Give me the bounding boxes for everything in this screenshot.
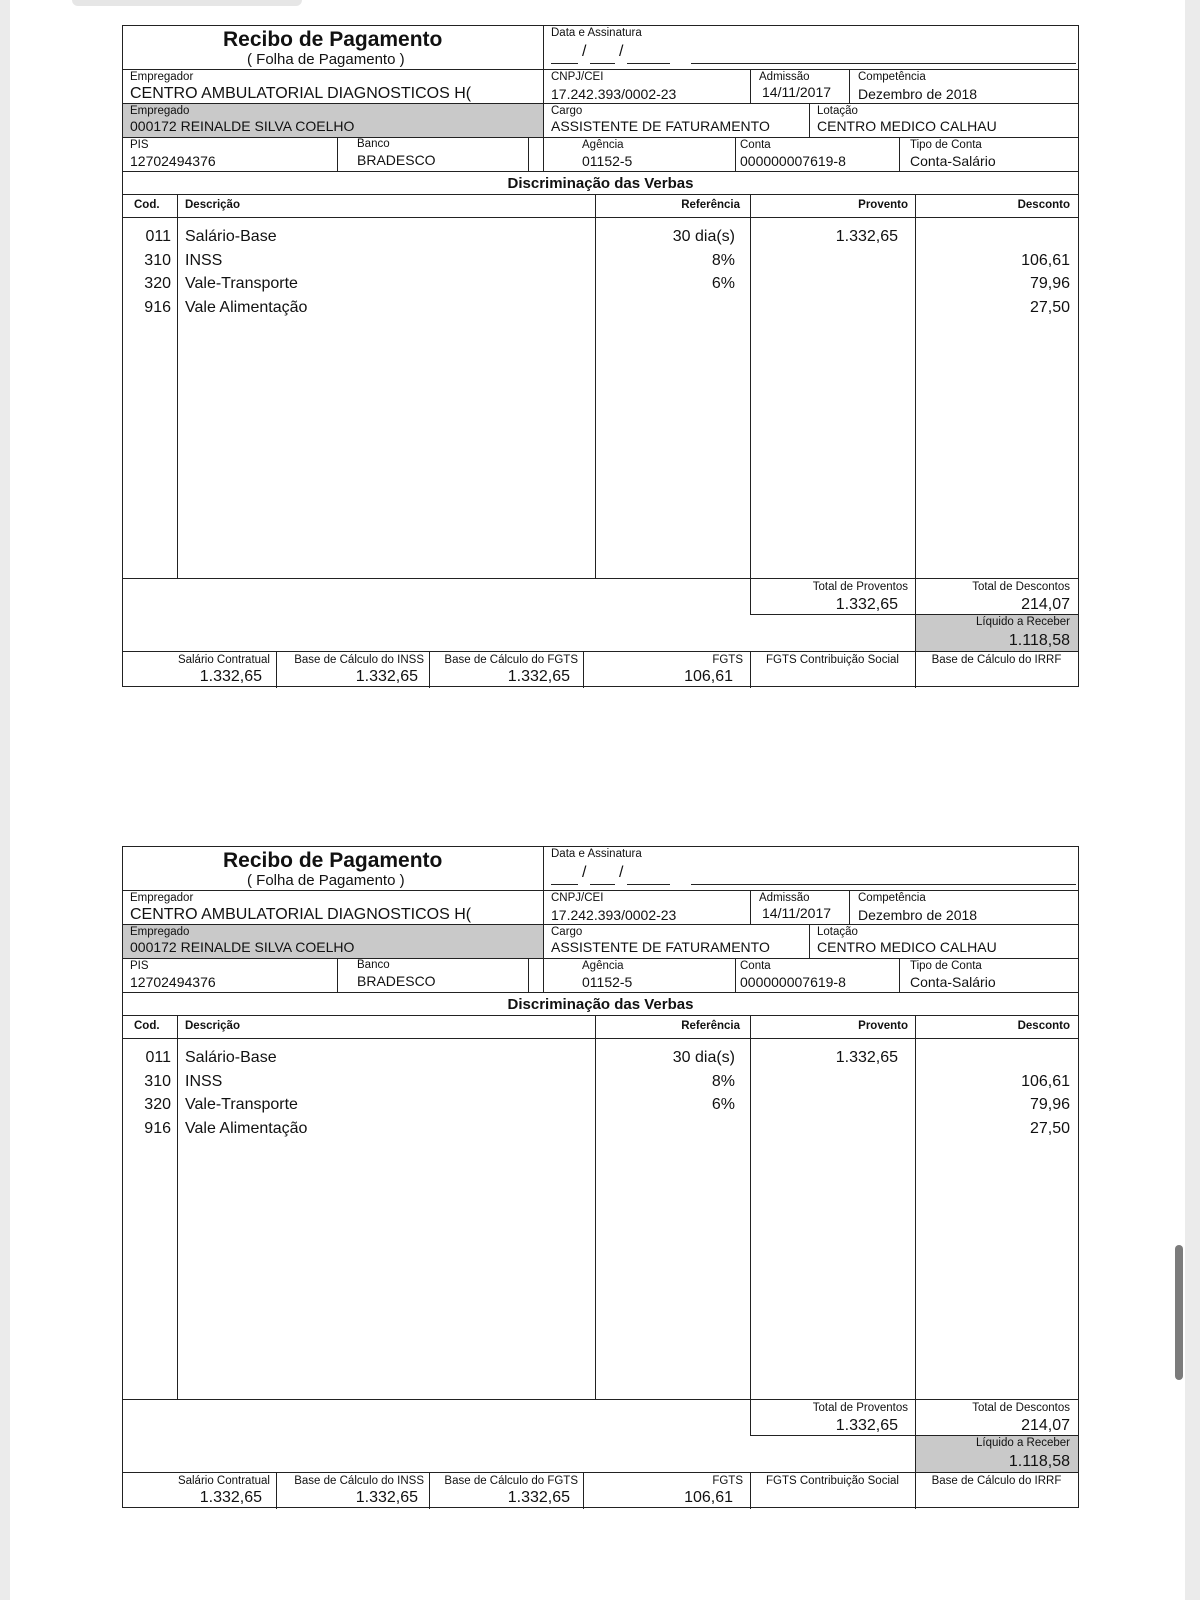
payslip-receipt-1: Recibo de Pagamento ( Folha de Pagamento ) Data e Assinatura / / Empregador CENTRO AMBULATORIAL DIAGNOSTICOS H( CNPJ/CEI 17.242.393/0002-23 Admissão 14/11/2017 Competência Dezembro de 2018 Empregado 000172 REINALDE SILVA COELHO Cargo ASSISTENTE DE FATURAMENTO Lotação CENTRO MEDICO CALHAU PIS 12702494376 Banco BRADESCO Agência 01152-5 Conta 000000007619-8 Tipo de Conta Conta-Salário Discriminação das Verbas Cod. Descrição Referência Provento Desconto 011 Salário-Base 30 dia(s) 1.332,65 310 INSS 8% 106,61 320 Vale-Transporte 6% 79,96 916 Vale Alimentação 27,50 Total de Proventos 1.332,65 Total de Descontos 214,07 Líquido a Receber 1.118,58 Salário Contratual 1.332,65 Base de Cálculo do INSS 1.332,65 Base de Cálculo do FGTS 1.332,65 FGTS 106,61 FGTS Contribuição Social Base de Cálculo do IRRF — [122, 25, 1079, 687]
item-description: Vale Alimentação — [185, 299, 308, 317]
employee-name: 000172 REINALDE SILVA COELHO — [130, 118, 355, 134]
account-type-value: Conta-Salário — [910, 974, 996, 990]
col-reference: Referência — [681, 199, 740, 211]
item-deduction: 79,96 — [1029, 1096, 1070, 1114]
item-deduction: 79,96 — [1029, 275, 1070, 293]
inss-base-value: 1.332,65 — [355, 1489, 418, 1506]
col-description: Descrição — [185, 199, 240, 211]
admission-date: 14/11/2017 — [762, 84, 832, 100]
employer-label: Empregador — [130, 71, 194, 83]
page-top-shadow — [72, 0, 302, 6]
total-deductions-value: 214,07 — [1021, 1417, 1070, 1434]
total-deductions-label: Total de Descontos — [972, 1402, 1070, 1414]
pis-value: 12702494376 — [130, 153, 216, 169]
fgts-base-value: 1.332,65 — [507, 668, 570, 685]
location-label: Lotação — [817, 105, 858, 117]
admission-label: Admissão — [759, 71, 810, 83]
bank-value: BRADESCO — [357, 973, 436, 989]
bank-value: BRADESCO — [357, 152, 436, 168]
fgts-social-label: FGTS Contribuição Social — [766, 1475, 899, 1487]
document-page — [10, 0, 1185, 1600]
account-label: Conta — [740, 139, 771, 151]
total-earnings-label: Total de Proventos — [812, 1402, 908, 1414]
fgts-base-label: Base de Cálculo do FGTS — [444, 1475, 578, 1487]
account-value: 000000007619-8 — [740, 153, 846, 169]
receipt-title: Recibo de Pagamento — [223, 849, 443, 872]
cnpj-value: 17.242.393/0002-23 — [551, 907, 677, 923]
net-pay-value: 1.118,58 — [1008, 1453, 1070, 1470]
item-code: 011 — [145, 1049, 171, 1066]
pis-value: 12702494376 — [130, 974, 216, 990]
item-reference: 6% — [711, 1096, 735, 1114]
item-code: 916 — [144, 299, 171, 317]
col-deduction: Desconto — [1017, 1020, 1070, 1032]
period-value: Dezembro de 2018 — [858, 86, 978, 102]
item-description: INSS — [185, 251, 223, 269]
fgts-base-value: 1.332,65 — [507, 1489, 570, 1506]
item-earning: 1.332,65 — [835, 228, 898, 245]
location-value: CENTRO MEDICO CALHAU — [817, 939, 997, 955]
agency-value: 01152-5 — [582, 153, 633, 169]
employee-name: 000172 REINALDE SILVA COELHO — [130, 939, 355, 955]
item-description: Vale-Transporte — [185, 1096, 298, 1114]
salary-value: 1.332,65 — [199, 668, 262, 685]
item-description: Vale Alimentação — [185, 1120, 308, 1138]
inss-base-label: Base de Cálculo do INSS — [294, 654, 424, 666]
pis-label: PIS — [130, 139, 149, 151]
item-code: 916 — [144, 1120, 171, 1138]
item-code: 310 — [144, 1072, 171, 1090]
col-code: Cod. — [134, 199, 160, 211]
irrf-base-label: Base de Cálculo do IRRF — [931, 654, 1062, 666]
fgts-base-label: Base de Cálculo do FGTS — [444, 654, 578, 666]
agency-label: Agência — [582, 960, 624, 972]
agency-value: 01152-5 — [582, 974, 633, 990]
role-label: Cargo — [551, 926, 583, 938]
admission-label: Admissão — [759, 892, 810, 904]
bank-label: Banco — [357, 138, 390, 150]
item-code: 310 — [144, 251, 171, 269]
item-description: INSS — [185, 1072, 223, 1090]
section-title: Discriminação das Verbas — [507, 996, 694, 1013]
receipt-subtitle: ( Folha de Pagamento ) — [247, 872, 405, 889]
account-type-label: Tipo de Conta — [910, 960, 982, 972]
item-code: 320 — [144, 1096, 171, 1114]
bank-label: Banco — [357, 959, 390, 971]
account-value: 000000007619-8 — [740, 974, 846, 990]
employer-label: Empregador — [130, 892, 194, 904]
item-deduction: 106,61 — [1021, 251, 1070, 269]
salary-value: 1.332,65 — [199, 1489, 262, 1506]
col-earning: Provento — [858, 1020, 908, 1032]
section-title: Discriminação das Verbas — [507, 175, 694, 192]
period-value: Dezembro de 2018 — [858, 907, 978, 923]
period-label: Competência — [858, 892, 926, 904]
item-reference: 30 dia(s) — [672, 1049, 735, 1066]
total-deductions-value: 214,07 — [1021, 596, 1070, 613]
fgts-value: 106,61 — [684, 1489, 733, 1506]
location-value: CENTRO MEDICO CALHAU — [817, 118, 997, 134]
employer-name: CENTRO AMBULATORIAL DIAGNOSTICOS H( — [130, 85, 472, 102]
net-pay-label: Líquido a Receber — [976, 1437, 1070, 1449]
item-description: Salário-Base — [185, 1049, 277, 1066]
account-type-label: Tipo de Conta — [910, 139, 982, 151]
col-deduction: Desconto — [1017, 199, 1070, 211]
signature-line — [691, 63, 1076, 64]
fgts-value: 106,61 — [684, 668, 733, 685]
salary-label: Salário Contratual — [177, 654, 270, 666]
salary-label: Salário Contratual — [177, 1475, 270, 1487]
location-label: Lotação — [817, 926, 858, 938]
signature-label: Data e Assinatura — [551, 27, 642, 39]
item-reference: 6% — [711, 275, 735, 293]
agency-label: Agência — [582, 139, 624, 151]
item-code: 011 — [145, 228, 171, 245]
employer-name: CENTRO AMBULATORIAL DIAGNOSTICOS H( — [130, 906, 472, 923]
pis-label: PIS — [130, 960, 149, 972]
irrf-base-label: Base de Cálculo do IRRF — [931, 1475, 1062, 1487]
fgts-label: FGTS — [712, 654, 743, 666]
item-code: 320 — [144, 275, 171, 293]
item-description: Vale-Transporte — [185, 275, 298, 293]
col-code: Cod. — [134, 1020, 160, 1032]
net-pay-value: 1.118,58 — [1008, 632, 1070, 649]
cnpj-label: CNPJ/CEI — [551, 892, 604, 904]
receipt-subtitle: ( Folha de Pagamento ) — [247, 51, 405, 68]
employee-label: Empregado — [130, 105, 190, 117]
fgts-label: FGTS — [712, 1475, 743, 1487]
total-earnings-value: 1.332,65 — [835, 1417, 898, 1434]
vertical-scrollbar[interactable] — [1175, 1245, 1183, 1380]
employee-label: Empregado — [130, 926, 190, 938]
period-label: Competência — [858, 71, 926, 83]
inss-base-label: Base de Cálculo do INSS — [294, 1475, 424, 1487]
fgts-social-label: FGTS Contribuição Social — [766, 654, 899, 666]
role-value: ASSISTENTE DE FATURAMENTO — [551, 118, 770, 134]
item-reference: 8% — [711, 1072, 735, 1090]
payslip-receipt-2: Recibo de Pagamento ( Folha de Pagamento ) Data e Assinatura / / Empregador CENTRO AMBULATORIAL DIAGNOSTICOS H( CNPJ/CEI 17.242.393/0002-23 Admissão 14/11/2017 Competência Dezembro de 2018 Empregado 000172 REINALDE SILVA COELHO Cargo ASSISTENTE DE FATURAMENTO Lotação CENTRO MEDICO CALHAU PIS 12702494376 Banco BRADESCO Agência 01152-5 Conta 000000007619-8 Tipo de Conta Conta-Salário Discriminação das Verbas Cod. Descrição Referência Provento Desconto 011 Salário-Base 30 dia(s) 1.332,65 310 INSS 8% 106,61 320 Vale-Transporte 6% 79,96 916 Vale Alimentação 27,50 Total de Proventos 1.332,65 Total de Descontos 214,07 Líquido a Receber 1.118,58 Salário Contratual 1.332,65 Base de Cálculo do INSS 1.332,65 Base de Cálculo do FGTS 1.332,65 FGTS 106,61 FGTS Contribuição Social Base de Cálculo do IRRF — [122, 846, 1079, 1508]
total-earnings-label: Total de Proventos — [812, 581, 908, 593]
item-earning: 1.332,65 — [835, 1049, 898, 1066]
account-type-value: Conta-Salário — [910, 153, 996, 169]
cnpj-label: CNPJ/CEI — [551, 71, 604, 83]
col-earning: Provento — [858, 199, 908, 211]
col-reference: Referência — [681, 1020, 740, 1032]
total-deductions-label: Total de Descontos — [972, 581, 1070, 593]
receipt-title: Recibo de Pagamento — [223, 28, 443, 51]
total-earnings-value: 1.332,65 — [835, 596, 898, 613]
item-reference: 8% — [711, 251, 735, 269]
signature-label: Data e Assinatura — [551, 848, 642, 860]
role-value: ASSISTENTE DE FATURAMENTO — [551, 939, 770, 955]
net-pay-label: Líquido a Receber — [976, 616, 1070, 628]
item-deduction: 106,61 — [1021, 1072, 1070, 1090]
inss-base-value: 1.332,65 — [355, 668, 418, 685]
admission-date: 14/11/2017 — [762, 905, 832, 921]
role-label: Cargo — [551, 105, 583, 117]
item-deduction: 27,50 — [1029, 299, 1070, 317]
item-reference: 30 dia(s) — [672, 228, 735, 245]
account-label: Conta — [740, 960, 771, 972]
cnpj-value: 17.242.393/0002-23 — [551, 86, 677, 102]
item-deduction: 27,50 — [1029, 1120, 1070, 1138]
col-description: Descrição — [185, 1020, 240, 1032]
signature-line — [691, 884, 1076, 885]
item-description: Salário-Base — [185, 228, 277, 245]
